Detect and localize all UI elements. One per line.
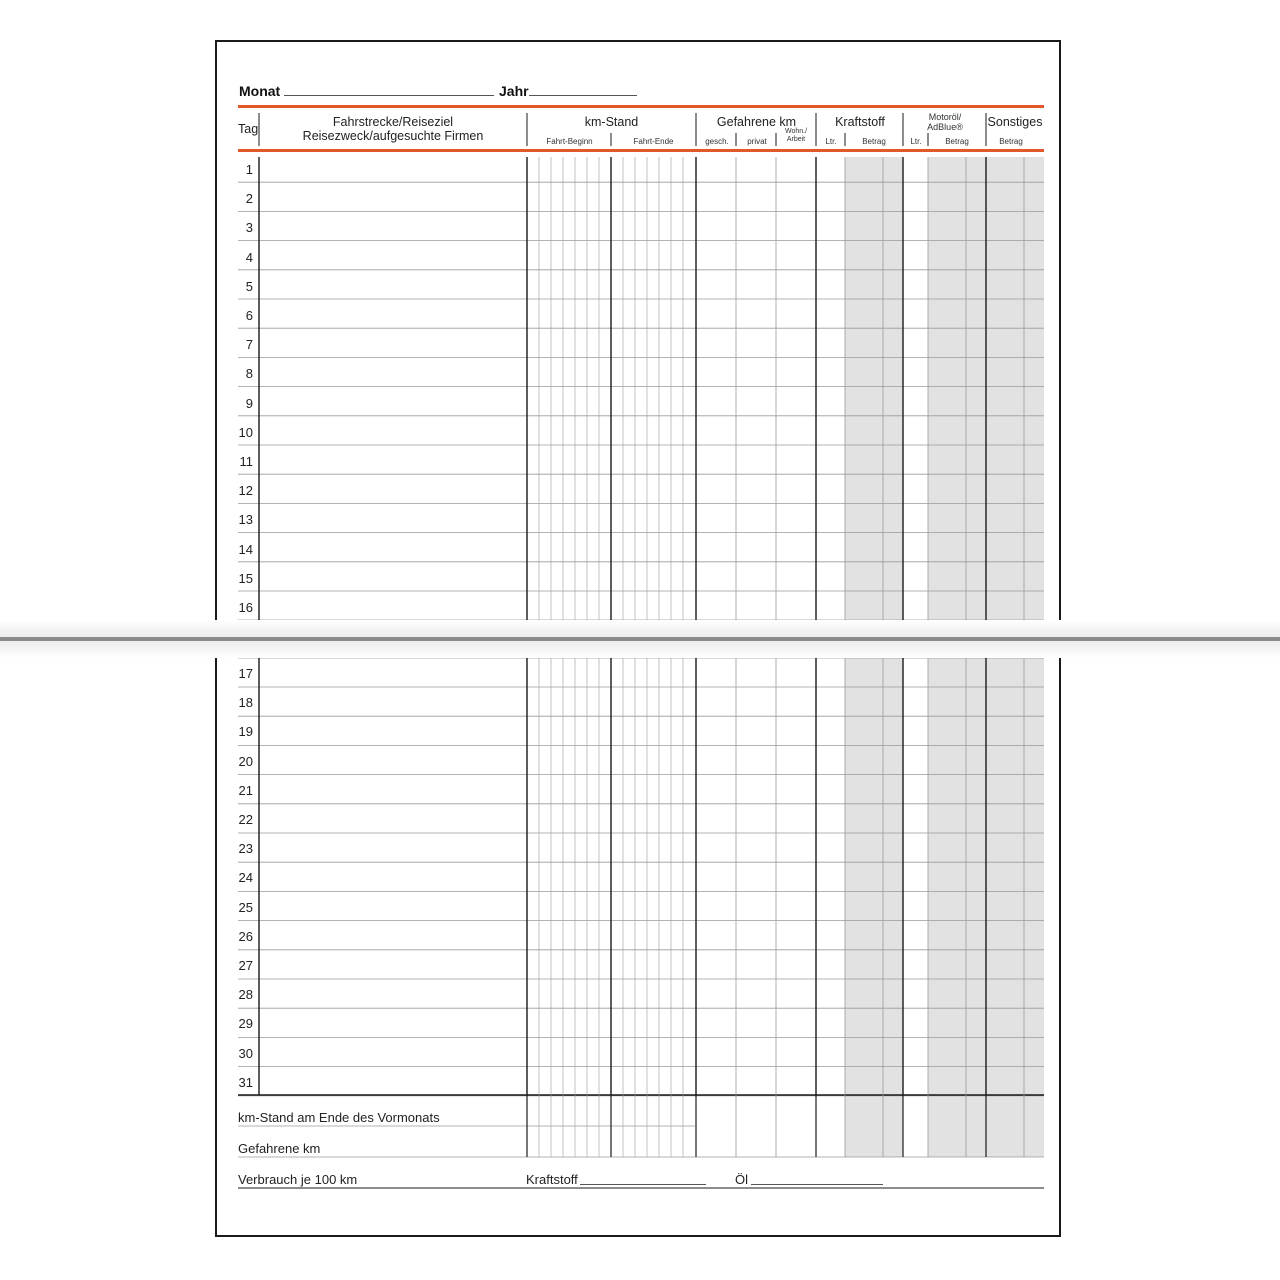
col-wohn-arbeit-1: Wohn./	[784, 128, 808, 135]
col-fahrt-ende: Fahrt-Ende	[633, 137, 674, 146]
day-number: 27	[238, 958, 253, 973]
shade-col-bottom-1	[928, 658, 986, 1157]
day-number: 5	[245, 278, 253, 294]
day-number: 20	[238, 753, 253, 769]
shade-col-bottom-0	[845, 658, 903, 1157]
col-km-stand: km-Stand	[584, 115, 639, 129]
col-motoroel-2: AdBlue®	[927, 122, 963, 132]
col-wohn-arbeit-2: Arbeit	[786, 136, 806, 143]
col-gefahrene-km: Gefahrene km	[716, 115, 797, 129]
day-number: 1	[245, 162, 253, 177]
day-number: 24	[238, 870, 253, 886]
shade-col-top-1	[928, 157, 986, 620]
day-number: 3	[245, 220, 253, 236]
day-number: 2	[245, 191, 253, 207]
day-number: 26	[238, 928, 253, 944]
col-motoroel-ltr: Ltr.	[910, 137, 922, 146]
day-number: 8	[245, 366, 253, 382]
col-gesch: gesch.	[705, 137, 729, 146]
footer-gefahrene-km: Gefahrene km	[238, 1141, 321, 1156]
footer-oel: Öl	[735, 1172, 748, 1187]
day-number: 11	[239, 454, 253, 469]
day-number: 25	[238, 899, 253, 915]
day-number: 22	[238, 812, 253, 827]
day-number: 13	[238, 512, 253, 528]
day-number: 4	[245, 249, 253, 265]
footer-oel-field[interactable]	[751, 1184, 883, 1185]
day-number: 28	[238, 987, 253, 1003]
col-route-line1: Fahrstrecke/Reiseziel	[332, 115, 454, 129]
shade-col-bottom-2	[986, 658, 1044, 1157]
col-sonstiges: Sonstiges	[987, 115, 1043, 129]
col-sonstiges-betrag: Betrag	[999, 137, 1023, 146]
col-motoroel-betrag: Betrag	[945, 137, 969, 146]
day-number: 17	[238, 666, 253, 681]
footer-km-vormonat: km-Stand am Ende des Vormonats	[238, 1110, 440, 1125]
day-number: 10	[238, 424, 253, 440]
day-number: 30	[238, 1045, 253, 1061]
day-number: 9	[245, 395, 253, 411]
col-privat: privat	[747, 137, 767, 146]
page-fold-line	[0, 637, 1280, 641]
col-tag: Tag	[238, 122, 259, 136]
day-number: 14	[238, 541, 253, 557]
footer-verbrauch: Verbrauch je 100 km	[238, 1172, 358, 1187]
day-number: 29	[238, 1016, 253, 1032]
footer-kraftstoff: Kraftstoff	[526, 1172, 578, 1187]
day-number: 16	[238, 600, 253, 615]
day-number: 19	[238, 724, 253, 740]
jahr-label: Jahr	[499, 83, 529, 99]
col-motoroel-1: Motoröl/	[928, 112, 962, 122]
col-kraftstoff-betrag: Betrag	[862, 137, 886, 146]
day-number: 21	[238, 782, 253, 798]
day-number: 31	[238, 1074, 253, 1090]
day-number: 12	[238, 483, 253, 499]
col-kraftstoff: Kraftstoff	[835, 115, 885, 129]
monat-label: Monat	[239, 83, 281, 99]
col-fahrt-beginn: Fahrt-Beginn	[546, 137, 593, 146]
day-number: 7	[245, 337, 253, 353]
day-number: 23	[238, 841, 253, 857]
shade-col-top-2	[986, 157, 1044, 620]
col-kraftstoff-ltr: Ltr.	[825, 137, 837, 146]
footer-kraftstoff-field[interactable]	[580, 1184, 706, 1185]
col-route-line2: Reisezweck/aufgesuchte Firmen	[302, 129, 484, 143]
day-number: 18	[238, 695, 253, 711]
shade-col-top-0	[845, 157, 903, 620]
day-number: 6	[245, 308, 253, 323]
day-number: 15	[238, 570, 253, 586]
